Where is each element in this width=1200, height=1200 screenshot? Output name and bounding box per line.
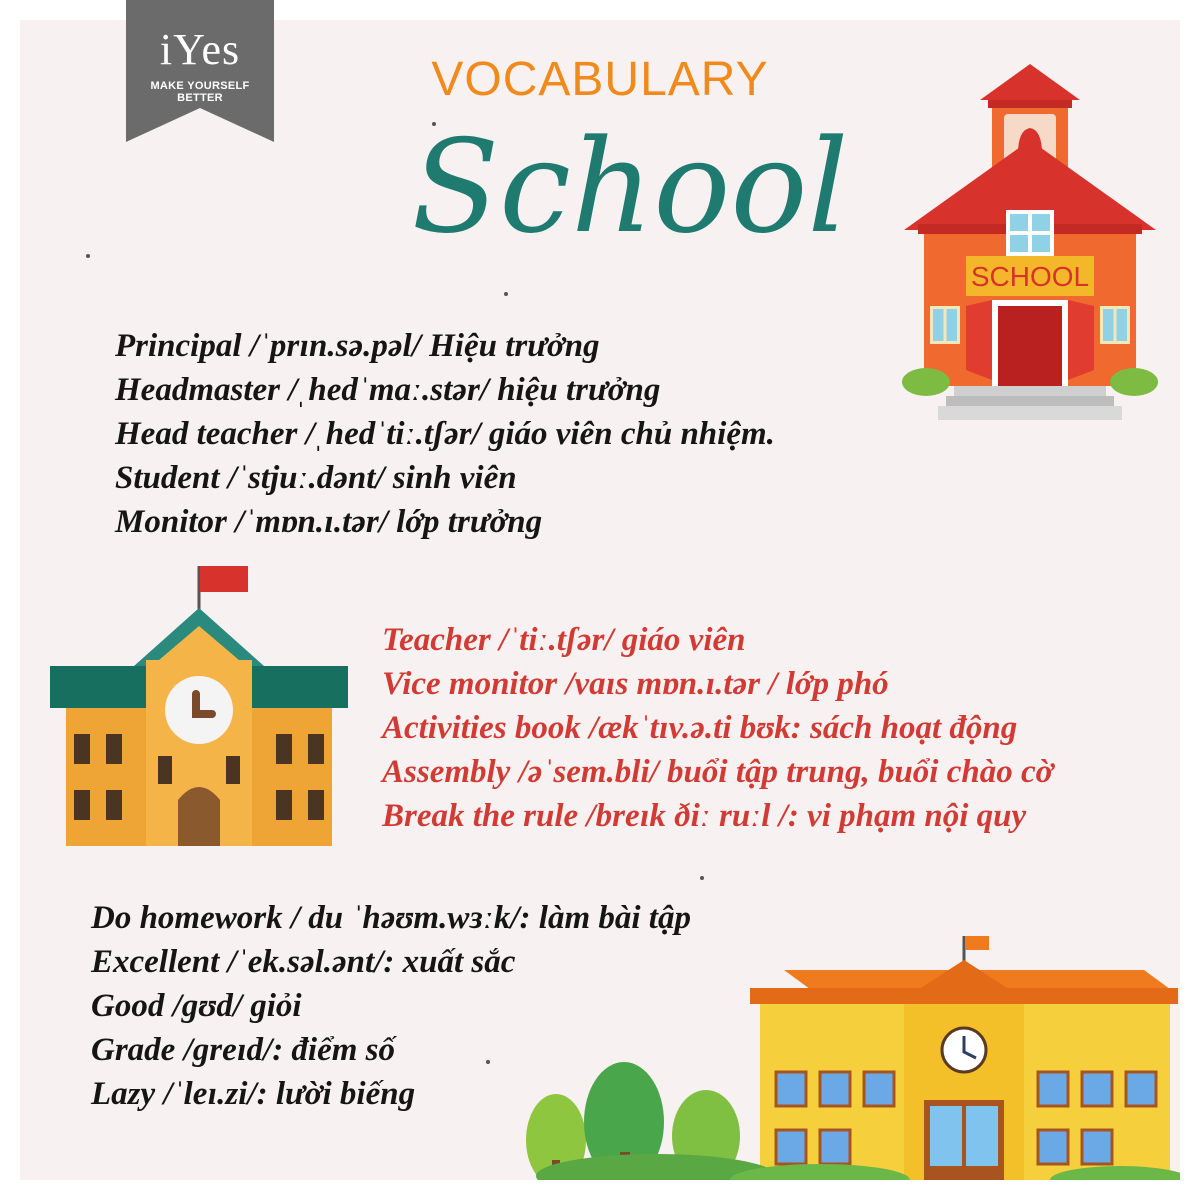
vocab-item: Vice monitor /vaɪs mɒn.ɪ.tər / lớp phó xyxy=(382,666,889,702)
vocab-item: Grade /greɪd/: điểm số xyxy=(91,1032,396,1068)
vocab-item: Lazy /ˈleɪ.zi/: lười biếng xyxy=(91,1076,416,1112)
clock-tower-school-illustration xyxy=(48,560,350,850)
vocab-group-3 xyxy=(91,896,691,1116)
vocab-item: Good /gʊd/ giỏi xyxy=(91,988,302,1024)
vocab-item: Head teacher /ˌhedˈtiː.tʃər/ giáo viên chủ nhiệm. xyxy=(115,416,775,452)
speck xyxy=(504,292,508,296)
vocab-item: Excellent /ˈek.səl.ənt/: xuất sắc xyxy=(91,944,516,980)
brand-logo xyxy=(126,0,274,142)
vocab-item: Do homework / du ˈhəʊm.wɜːk/: làm bài tập xyxy=(91,900,691,936)
vocab-item: Activities book /ækˈtɪv.ə.ti bʊk: sách hoạt động xyxy=(382,710,1018,746)
red-schoolhouse-illustration xyxy=(900,60,1160,426)
vocab-item: Principal /ˈprɪn.sə.pəl/ Hiệu trưởng xyxy=(115,328,600,364)
speck xyxy=(86,254,90,258)
vocab-item: Headmaster /ˌhedˈmaː.stər/ hiệu trưởng xyxy=(115,372,661,408)
logo-tagline: MAKE YOURSELF BETTER xyxy=(150,80,250,104)
vocab-group-1 xyxy=(115,324,775,544)
vocab-item: Break the rule /breɪk ðiː ruːl /: vi phạm nội quy xyxy=(382,798,1027,834)
speck xyxy=(700,876,704,880)
heading-kicker: VOCABULARY xyxy=(431,53,769,106)
vocab-item: Teacher /ˈtiː.tʃər/ giáo viên xyxy=(382,622,746,658)
vocab-group-2 xyxy=(382,618,1053,838)
heading-title: School xyxy=(411,113,849,262)
school-sign-text: SCHOOL xyxy=(970,261,1090,292)
vocab-item: Assembly /əˈsem.bli/ buổi tập trung, buổi chào cờ xyxy=(382,754,1054,790)
vocab-item: Student /ˈstjuː.dənt/ sinh viên xyxy=(115,460,517,496)
vocab-item: Monitor /ˈmɒn.ɪ.tər/ lớp trưởng xyxy=(115,504,543,540)
logo-wordmark: iYes xyxy=(159,25,241,74)
